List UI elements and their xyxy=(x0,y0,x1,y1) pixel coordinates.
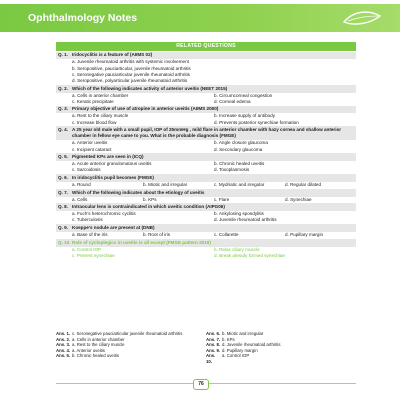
answer-option: a. Base of the iris xyxy=(72,231,108,237)
answer-number: Ans. 7. xyxy=(206,336,221,342)
question-number: Q. 4. xyxy=(58,127,68,133)
question-stem xyxy=(56,174,356,182)
answer-option: d. Break already formed synechiae xyxy=(214,252,285,258)
answer-number: Ans. 3. xyxy=(56,342,71,348)
answer-text: b. Chronic healed uveitis xyxy=(72,353,120,359)
answer-column-right xyxy=(206,331,356,365)
answer-option: b. Seropositive, pauciarticular, juvenile rheumatoid arthritis xyxy=(72,65,191,71)
answer-number: Ans. 2. xyxy=(56,336,71,342)
answer-option: d. Secondary glaucoma xyxy=(214,146,263,152)
answer-option: b. Circumcorneal congestion xyxy=(214,92,273,98)
question-block xyxy=(56,126,356,152)
answer-option: d. Juvenile rheumatoid arthritis xyxy=(214,217,277,223)
question-text: In iridocyclitis pupil becomes (FMGE) xyxy=(72,174,154,180)
answer-text: a. Rest to the ciliary muscle xyxy=(72,342,125,348)
answer-option: a. Round xyxy=(72,181,91,187)
question-block xyxy=(56,106,356,126)
page-header xyxy=(0,0,400,36)
answer-option: a. Control IOP xyxy=(72,246,102,252)
question-block xyxy=(56,203,356,223)
option-list xyxy=(56,161,356,173)
answer-option: d. Regular dilated xyxy=(285,181,322,187)
answer-option: d. Toxoplasmosis xyxy=(214,167,250,173)
answer-option: b. Root of iris xyxy=(143,231,171,237)
answer-option: c. Tuberculosis xyxy=(72,217,103,223)
question-number: Q. 10. xyxy=(58,239,71,245)
page-number: 76 xyxy=(193,379,209,390)
answer-option: d. Pupillary margin xyxy=(285,231,324,237)
answer-text: d. Pupillary margin xyxy=(222,347,258,353)
answer-option: b. Angle closure glaucoma xyxy=(214,140,268,146)
option-list xyxy=(56,140,356,152)
question-block xyxy=(56,85,356,105)
questions-section xyxy=(56,42,356,259)
answer-option: b. Miotic and irregular xyxy=(143,181,188,187)
answer-row xyxy=(56,353,206,359)
option-list xyxy=(56,197,356,203)
answer-key xyxy=(56,331,356,365)
answer-row xyxy=(206,353,356,364)
question-stem xyxy=(56,52,356,60)
answer-option: c. Flare xyxy=(214,196,230,202)
question-block xyxy=(56,153,356,173)
answer-number: Ans. 6. xyxy=(206,331,221,336)
option-list xyxy=(56,182,356,188)
answer-option: c. Sarcoidosis xyxy=(72,167,101,173)
question-text: Which of the following indicates activity of anterior uveitis (NEET 2015) xyxy=(72,85,228,91)
question-text: Koeppe's nodule are present at (DNB) xyxy=(72,224,155,230)
answer-number: Ans. 8. xyxy=(206,342,221,348)
leaf-icon xyxy=(342,8,382,28)
answer-number: Ans. 10. xyxy=(206,353,216,364)
answer-option: b. Chronic healed uveitis xyxy=(214,161,265,167)
answer-column-left xyxy=(56,331,206,365)
question-text: A 25 year old male with a small pupil, IOP of 25mmHg , mild flare in anterior chamber with hazy cornea and shallow anterior chamber in fellow eye came to you. What is the probable diagnosis (FMGE) xyxy=(72,127,342,139)
answer-number: Ans. 5. xyxy=(56,353,71,359)
answer-option: c. Collarette xyxy=(214,231,239,237)
answer-option: a. Cells in anterior chamber xyxy=(72,92,129,98)
answer-number: Ans. 9. xyxy=(206,347,221,353)
question-stem xyxy=(56,239,356,247)
question-number: Q. 3. xyxy=(58,106,68,112)
answer-option: a. Rest to the ciliary muscle xyxy=(72,113,129,119)
answer-option: b. Increase supply of antibody xyxy=(214,113,276,119)
answer-text: a. Control IOP xyxy=(222,353,250,359)
answer-option: b. Relax ciliary muscle xyxy=(214,246,260,252)
option-list xyxy=(56,59,356,84)
question-block xyxy=(56,239,356,259)
answer-option: a. Fuch's heterochromic cyclitis xyxy=(72,211,136,217)
answer-option: b. Ankylosing spondylitis xyxy=(214,211,264,217)
question-number: Q. 7. xyxy=(58,189,68,195)
answer-text: a. Cells in anterior chamber xyxy=(72,336,125,342)
answer-option: d. Seropositive, polyarticular juvenile rheumatoid arthritis xyxy=(72,78,188,83)
option-list xyxy=(56,211,356,223)
question-block xyxy=(56,189,356,203)
question-list xyxy=(56,52,356,259)
question-number: Q. 8. xyxy=(58,204,68,210)
answer-text: c. Seronegative pauciarticular juvenile rheumatoid arthritis xyxy=(72,331,183,336)
answer-option: a. Acute anterior granulomatous uveitis xyxy=(72,161,152,167)
question-text: Primary objective of use of atropine in anterior uveitis (AIIMS 2000) xyxy=(72,106,219,112)
answer-text: b. Miotic and irregular xyxy=(222,331,264,336)
page-title: Ophthalmology Notes xyxy=(28,12,138,24)
answer-option: b. KPs xyxy=(143,196,157,202)
question-text: Which of the following indicates about the etiology of uveitis xyxy=(72,189,205,195)
answer-option: a. Anterior uveitis xyxy=(72,140,108,146)
question-text: Iridocyclitis is a feature of (AIIMS 02) xyxy=(72,52,153,58)
answer-option: c. Increase blood flow xyxy=(72,119,117,125)
option-list xyxy=(56,113,356,125)
answer-text: a. Anterior uveitis xyxy=(72,347,105,353)
answer-option: a. Juvenile rheumatoid arthritis with systemic involvement xyxy=(72,59,189,65)
question-number: Q. 1. xyxy=(58,52,68,58)
question-number: Q. 9. xyxy=(58,224,68,230)
answer-option: c. Keratic precipitate xyxy=(72,98,114,104)
option-list xyxy=(56,93,356,105)
answer-option: d. Prevents posterior synechiae formation xyxy=(214,119,299,125)
question-block xyxy=(56,174,356,188)
question-stem xyxy=(56,224,356,232)
answer-number: Ans. 4. xyxy=(56,347,71,353)
option-list xyxy=(56,247,356,259)
question-text: Role of cycloplegics in uveitis is all except (FMGE pattern 2019) xyxy=(72,239,211,245)
question-block xyxy=(56,224,356,238)
question-stem xyxy=(56,189,356,197)
question-block xyxy=(56,52,356,85)
answer-text: b. KPs xyxy=(222,336,235,342)
answer-option: d. Corneal edema xyxy=(214,98,251,104)
answer-number: Ans. 1. xyxy=(56,331,71,336)
question-number: Q. 6. xyxy=(58,174,68,180)
answer-option: d. Synechiae xyxy=(285,196,312,202)
answer-option: c. Mydriatic and irregular xyxy=(214,181,265,187)
question-number: Q. 2. xyxy=(58,85,68,91)
answer-option: c. Prevent synechiae xyxy=(72,252,115,258)
question-number: Q. 5. xyxy=(58,154,68,160)
question-stem xyxy=(56,106,356,114)
question-text: Intraocular lens is contraindicated in which uveitic condition (AIPG06) xyxy=(72,204,225,210)
question-stem xyxy=(56,85,356,93)
answer-option: c. Seronegative pauciarticular juvenile rheumatoid arthritis xyxy=(72,71,190,77)
answer-text: d. Juvenile rheumatoid arthritis xyxy=(222,342,281,348)
option-list xyxy=(56,232,356,238)
question-stem xyxy=(56,126,356,140)
question-stem xyxy=(56,203,356,211)
question-text: Pigmented KPs are seen in (ICQ) xyxy=(72,154,144,160)
question-stem xyxy=(56,153,356,161)
answer-option: c. Incipient cataract xyxy=(72,146,112,152)
answer-option: a. Cells xyxy=(72,196,88,202)
section-title: RELATED QUESTIONS xyxy=(56,42,356,51)
